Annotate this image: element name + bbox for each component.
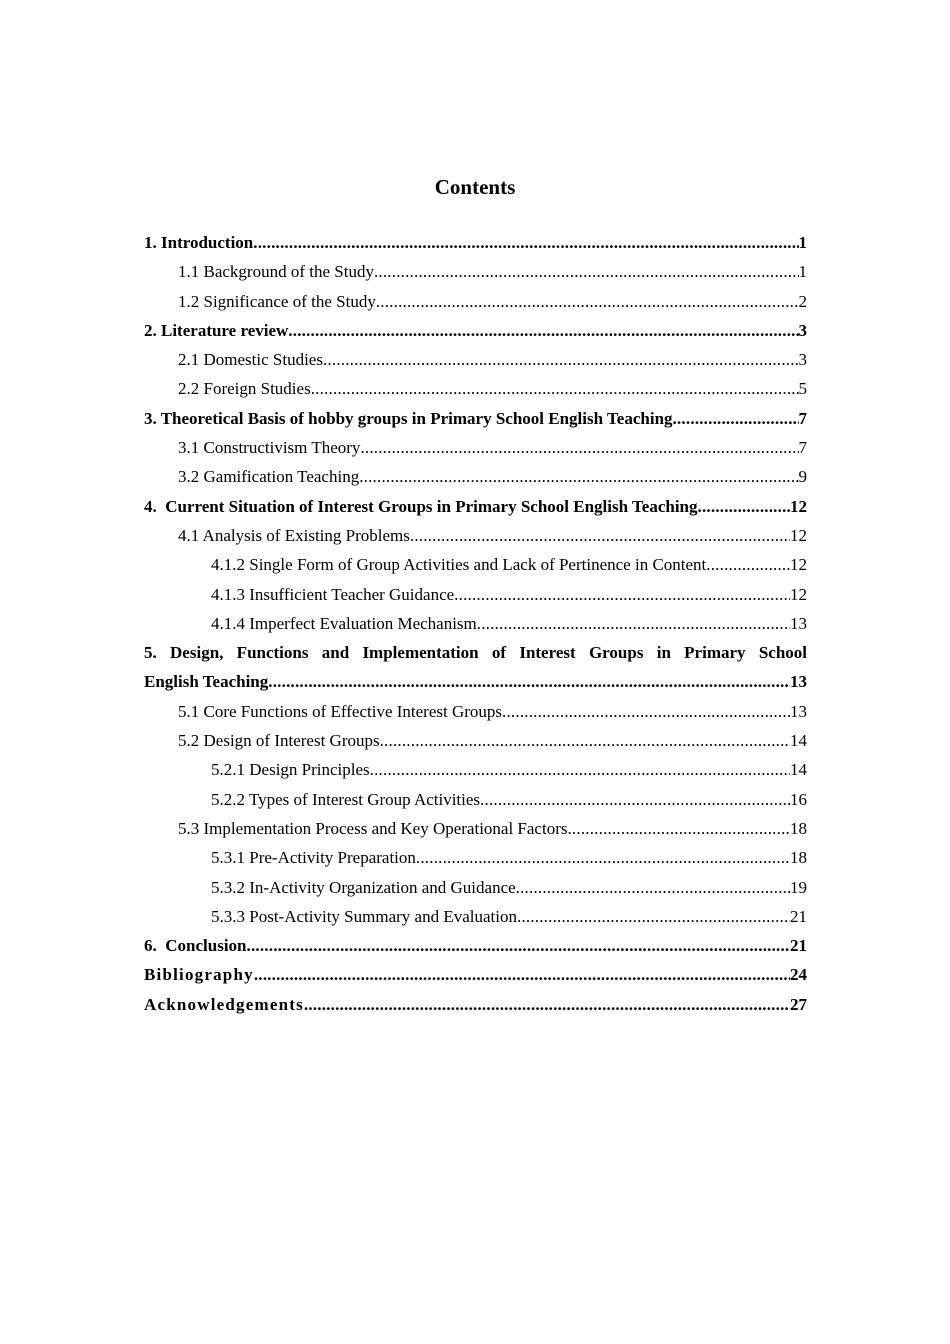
toc-page-number: 21 bbox=[790, 906, 807, 926]
toc-page-number: 5 bbox=[798, 379, 807, 399]
table-of-contents bbox=[144, 228, 807, 1019]
dot-leader bbox=[480, 785, 790, 814]
toc-entry[interactable] bbox=[144, 404, 807, 433]
toc-entry-title: 2.1 Domestic Studies bbox=[178, 350, 323, 370]
toc-page-number: 12 bbox=[790, 555, 807, 575]
toc-entry-title: 3.2 Gamification Teaching bbox=[178, 467, 360, 487]
toc-entry[interactable] bbox=[144, 726, 807, 755]
dot-leader bbox=[359, 462, 798, 491]
dot-leader bbox=[254, 960, 790, 989]
toc-entry-title: 2. Literature review bbox=[144, 320, 289, 340]
toc-entry[interactable] bbox=[144, 492, 807, 521]
toc-page-number: 13 bbox=[790, 701, 807, 721]
dot-leader bbox=[416, 843, 790, 872]
toc-entry[interactable] bbox=[144, 902, 807, 931]
dot-leader bbox=[376, 287, 799, 316]
toc-page-number: 14 bbox=[790, 760, 807, 780]
dot-leader bbox=[410, 521, 790, 550]
toc-entry-title: 5.2.1 Design Principles bbox=[211, 760, 370, 780]
toc-entry[interactable] bbox=[144, 960, 807, 989]
page-title: Contents bbox=[434, 175, 516, 199]
toc-entry-title: 5.3 Implementation Process and Key Operational Factors bbox=[178, 818, 568, 838]
toc-page-number: 12 bbox=[790, 584, 807, 604]
toc-entry-title: 4. Current Situation of Interest Groups in Primary School English Teaching bbox=[144, 496, 698, 516]
dot-leader bbox=[380, 726, 790, 755]
dot-leader bbox=[304, 990, 790, 1019]
toc-entry[interactable] bbox=[144, 462, 807, 491]
toc-entry-title: 2.2 Foreign Studies bbox=[178, 379, 311, 399]
dot-leader bbox=[360, 433, 798, 462]
dot-leader bbox=[253, 228, 798, 257]
toc-entry[interactable] bbox=[144, 990, 807, 1019]
toc-page-number: 1 bbox=[798, 233, 807, 252]
toc-page-number: 16 bbox=[790, 789, 807, 809]
dot-leader bbox=[268, 667, 790, 696]
toc-entry-title: 5.3.2 In-Activity Organization and Guidance bbox=[211, 877, 516, 897]
toc-entry-title: Bibliography bbox=[144, 965, 254, 985]
toc-entry-title: 3.1 Constructivism Theory bbox=[178, 438, 361, 458]
toc-page-number: 19 bbox=[790, 877, 807, 897]
toc-entry[interactable] bbox=[144, 609, 807, 638]
toc-entry-title: 5. Design, Functions and Implementation of Interest Groups in Primary School bbox=[144, 643, 807, 663]
dot-leader bbox=[323, 345, 799, 374]
toc-entry-multiline[interactable] bbox=[144, 638, 807, 697]
toc-entry[interactable] bbox=[144, 257, 807, 286]
toc-entry-title: Acknowledgements bbox=[144, 994, 304, 1014]
toc-entry-title: 1. Introduction bbox=[144, 233, 254, 252]
toc-page-number: 2 bbox=[798, 291, 807, 311]
toc-entry-title: 5.2 Design of Interest Groups bbox=[178, 731, 380, 751]
dot-leader bbox=[706, 550, 790, 579]
dot-leader bbox=[247, 931, 791, 960]
toc-entry-title: 4.1.2 Single Form of Group Activities and Lack of Pertinence in Content bbox=[211, 555, 707, 575]
toc-page-number: 12 bbox=[790, 525, 807, 545]
dot-leader bbox=[477, 609, 790, 638]
dot-leader bbox=[698, 492, 790, 521]
toc-page-number: 13 bbox=[790, 672, 807, 692]
toc-entry-title: 6. Conclusion bbox=[144, 936, 247, 956]
toc-entry[interactable] bbox=[144, 521, 807, 550]
toc-page-number: 27 bbox=[790, 994, 807, 1014]
toc-page-number: 1 bbox=[798, 262, 807, 282]
toc-entry[interactable] bbox=[144, 843, 807, 872]
toc-page-number: 9 bbox=[798, 467, 807, 487]
dot-leader bbox=[567, 814, 790, 843]
dot-leader bbox=[673, 404, 799, 433]
dot-leader bbox=[311, 374, 799, 403]
toc-entry-title: 5.1 Core Functions of Effective Interest Groups bbox=[178, 701, 503, 721]
toc-entry[interactable] bbox=[144, 287, 807, 316]
toc-page-number: 21 bbox=[790, 936, 807, 956]
toc-entry[interactable] bbox=[144, 814, 807, 843]
dot-leader bbox=[370, 755, 790, 784]
toc-page-number: 13 bbox=[790, 613, 807, 633]
dot-leader bbox=[454, 580, 790, 609]
toc-entry-title: 1.1 Background of the Study bbox=[178, 262, 374, 282]
toc-entry-continuation bbox=[144, 667, 807, 696]
toc-page-number: 3 bbox=[798, 350, 807, 370]
toc-page-number: 14 bbox=[790, 731, 807, 751]
toc-entry-title: 4.1.4 Imperfect Evaluation Mechanism bbox=[211, 613, 477, 633]
dot-leader bbox=[288, 316, 798, 345]
toc-page-number: 18 bbox=[790, 848, 807, 868]
toc-entry[interactable] bbox=[144, 228, 807, 257]
toc-entry-title: English Teaching bbox=[144, 672, 269, 692]
toc-entry[interactable] bbox=[144, 873, 807, 902]
toc-entry[interactable] bbox=[144, 785, 807, 814]
toc-entry[interactable] bbox=[144, 755, 807, 784]
toc-entry-title: 4.1.3 Insufficient Teacher Guidance bbox=[211, 584, 455, 604]
toc-entry[interactable] bbox=[144, 374, 807, 403]
toc-entry[interactable] bbox=[144, 316, 807, 345]
toc-entry-title: 3. Theoretical Basis of hobby groups in Primary School English Teaching bbox=[144, 408, 673, 428]
dot-leader bbox=[502, 697, 790, 726]
toc-entry[interactable] bbox=[144, 433, 807, 462]
toc-entry[interactable] bbox=[144, 550, 807, 579]
toc-page-number: 3 bbox=[798, 320, 807, 340]
toc-page-number: 18 bbox=[790, 818, 807, 838]
dot-leader bbox=[517, 902, 790, 931]
toc-entry[interactable] bbox=[144, 697, 807, 726]
dot-leader bbox=[516, 873, 790, 902]
toc-page-number: 12 bbox=[790, 496, 807, 516]
toc-entry-title: 5.3.3 Post-Activity Summary and Evaluation bbox=[211, 906, 517, 926]
toc-page-number: 7 bbox=[798, 408, 807, 428]
dot-leader bbox=[374, 257, 799, 286]
toc-entry[interactable] bbox=[144, 345, 807, 374]
toc-entry[interactable] bbox=[144, 580, 807, 609]
toc-page-number: 24 bbox=[790, 965, 807, 985]
toc-entry-title: 1.2 Significance of the Study bbox=[178, 291, 376, 311]
toc-entry-title: 4.1 Analysis of Existing Problems bbox=[178, 525, 410, 545]
toc-entry-title: 5.2.2 Types of Interest Group Activities bbox=[211, 789, 481, 809]
toc-entry-title: 5.3.1 Pre-Activity Preparation bbox=[211, 848, 416, 868]
toc-page-number: 7 bbox=[798, 438, 807, 458]
toc-entry[interactable] bbox=[144, 931, 807, 960]
